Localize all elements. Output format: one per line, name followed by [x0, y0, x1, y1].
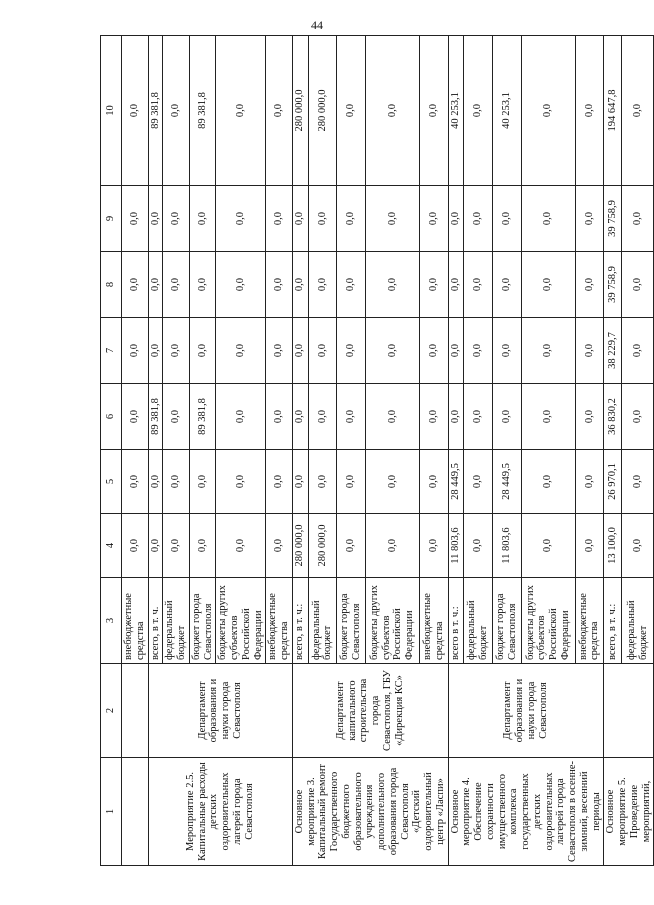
value-cell: 0,0 [216, 384, 266, 450]
value-cell: 0,0 [148, 450, 163, 514]
header-cell: 5 [101, 450, 122, 514]
table-row [148, 36, 163, 866]
value-cell: 0,0 [521, 318, 575, 384]
table-row [292, 36, 308, 866]
value-cell: 39 758,9 [604, 186, 622, 252]
value-cell: 0,0 [365, 252, 419, 318]
value-cell: 0,0 [216, 450, 266, 514]
value-cell: 0,0 [464, 450, 493, 514]
value-cell: 0,0 [266, 36, 293, 186]
funding-source: федеральный бюджет [163, 578, 190, 664]
value-cell: 0,0 [521, 252, 575, 318]
value-cell: 0,0 [521, 514, 575, 578]
value-cell: 0,0 [575, 36, 604, 186]
value-cell: 0,0 [163, 252, 190, 318]
value-cell: 0,0 [575, 384, 604, 450]
funding-source: внебюджетные средства [122, 578, 149, 664]
value-cell: 89 381,8 [189, 384, 216, 450]
funding-source: бюджеты других субъектов Российской Федерации [216, 578, 266, 664]
value-cell: 0,0 [216, 252, 266, 318]
value-cell: 0,0 [337, 318, 366, 384]
funding-source: внебюджетные средства [575, 578, 604, 664]
value-cell: 0,0 [216, 36, 266, 186]
value-cell: 0,0 [622, 318, 654, 384]
value-cell: 89 381,8 [148, 384, 163, 450]
value-cell: 0,0 [189, 186, 216, 252]
value-cell: 0,0 [448, 384, 464, 450]
value-cell: 0,0 [575, 186, 604, 252]
header-cell: 1 [101, 758, 122, 866]
value-cell: 0,0 [575, 252, 604, 318]
value-cell: 40 253,1 [448, 36, 464, 186]
value-cell: 0,0 [575, 514, 604, 578]
value-cell: 0,0 [189, 514, 216, 578]
activity-name: Основное мероприятие 5. Проведение мероприятий, [604, 758, 654, 866]
header-row [101, 36, 122, 866]
value-cell: 0,0 [365, 384, 419, 450]
activity-name: Основное мероприятие 3. Капитальный ремонт Государственного бюджетного образовательного учреждения дополнительного образования города Севастополя «Детский оздоровительный центр «Ласпи» [292, 758, 448, 866]
value-cell: 280 000,0 [292, 514, 308, 578]
value-cell: 0,0 [521, 36, 575, 186]
value-cell: 0,0 [163, 318, 190, 384]
header-cell: 9 [101, 186, 122, 252]
value-cell: 0,0 [464, 384, 493, 450]
value-cell: 0,0 [266, 318, 293, 384]
value-cell: 0,0 [189, 450, 216, 514]
value-cell: 0,0 [308, 318, 337, 384]
value-cell: 0,0 [292, 384, 308, 450]
table-row [448, 36, 464, 866]
funding-source: всего, в т. ч.: [604, 578, 622, 664]
value-cell: 39 758,9 [604, 252, 622, 318]
value-cell: 0,0 [337, 252, 366, 318]
empty-cell [122, 664, 149, 758]
value-cell: 0,0 [292, 450, 308, 514]
value-cell: 0,0 [163, 450, 190, 514]
value-cell: 89 381,8 [189, 36, 216, 186]
value-cell: 0,0 [575, 450, 604, 514]
table-body [101, 36, 654, 866]
value-cell: 0,0 [216, 318, 266, 384]
header-cell: 6 [101, 384, 122, 450]
value-cell: 0,0 [148, 514, 163, 578]
value-cell: 0,0 [419, 514, 448, 578]
value-cell: 0,0 [163, 384, 190, 450]
value-cell: 0,0 [308, 450, 337, 514]
value-cell: 0,0 [163, 186, 190, 252]
value-cell: 0,0 [266, 252, 293, 318]
value-cell: 0,0 [365, 514, 419, 578]
value-cell: 0,0 [216, 186, 266, 252]
value-cell: 0,0 [122, 36, 149, 186]
value-cell: 0,0 [448, 252, 464, 318]
value-cell: 0,0 [419, 36, 448, 186]
value-cell: 0,0 [419, 318, 448, 384]
value-cell: 0,0 [337, 36, 366, 186]
value-cell: 0,0 [419, 450, 448, 514]
value-cell: 0,0 [308, 384, 337, 450]
budget-table [100, 35, 654, 866]
value-cell: 0,0 [622, 450, 654, 514]
value-cell: 0,0 [163, 514, 190, 578]
header-cell: 10 [101, 36, 122, 186]
value-cell: 0,0 [464, 318, 493, 384]
value-cell: 0,0 [122, 186, 149, 252]
funding-source: внебюджетные средства [266, 578, 293, 664]
funding-source: федеральный бюджет [464, 578, 493, 664]
empty-cell [122, 758, 149, 866]
value-cell: 0,0 [122, 252, 149, 318]
value-cell: 0,0 [163, 36, 190, 186]
value-cell: 0,0 [464, 186, 493, 252]
activity-name: Основное мероприятие 4. Обеспечение сохранности имущественного комплекса государственных детских оздоровительных лагерей города Севастополя в осенне-зимний, весенний периоды [448, 758, 604, 866]
value-cell: 0,0 [419, 384, 448, 450]
value-cell: 0,0 [148, 318, 163, 384]
value-cell: 0,0 [622, 36, 654, 186]
value-cell: 11 803,6 [448, 514, 464, 578]
value-cell: 0,0 [365, 186, 419, 252]
value-cell: 0,0 [493, 252, 522, 318]
funding-source: федеральный бюджет [308, 578, 337, 664]
value-cell: 0,0 [337, 186, 366, 252]
value-cell: 0,0 [266, 450, 293, 514]
page-number: 44 [311, 18, 323, 32]
rotated-table-wrapper [100, 36, 652, 866]
value-cell: 0,0 [148, 252, 163, 318]
value-cell: 13 100,0 [604, 514, 622, 578]
value-cell: 0,0 [292, 318, 308, 384]
funding-source: всего, в т. ч.: [292, 578, 308, 664]
table-row [122, 36, 149, 866]
value-cell: 0,0 [122, 384, 149, 450]
value-cell: 0,0 [292, 252, 308, 318]
header-cell: 3 [101, 578, 122, 664]
value-cell: 0,0 [308, 252, 337, 318]
value-cell: 0,0 [622, 186, 654, 252]
value-cell: 0,0 [122, 450, 149, 514]
value-cell: 0,0 [292, 186, 308, 252]
funding-source: бюджет города Севастополя [189, 578, 216, 664]
activity-name: Мероприятие 2.5. Капитальные расходы детских оздоровительных лагерей города Севастополя [148, 758, 292, 866]
value-cell: 0,0 [337, 514, 366, 578]
value-cell: 0,0 [266, 384, 293, 450]
value-cell: 0,0 [216, 514, 266, 578]
header-cell: 4 [101, 514, 122, 578]
value-cell: 26 970,1 [604, 450, 622, 514]
value-cell: 0,0 [189, 318, 216, 384]
value-cell: 280 000,0 [308, 514, 337, 578]
value-cell: 0,0 [365, 318, 419, 384]
value-cell: 280 000,0 [292, 36, 308, 186]
value-cell: 0,0 [493, 318, 522, 384]
value-cell: 0,0 [622, 514, 654, 578]
value-cell: 0,0 [493, 384, 522, 450]
funding-source: бюджет города Севастополя [493, 578, 522, 664]
value-cell: 28 449,5 [493, 450, 522, 514]
value-cell: 0,0 [266, 514, 293, 578]
value-cell: 0,0 [622, 384, 654, 450]
executor [604, 664, 654, 758]
value-cell: 0,0 [308, 186, 337, 252]
funding-source: бюджет города Севастополя [337, 578, 366, 664]
value-cell: 89 381,8 [148, 36, 163, 186]
header-cell: 7 [101, 318, 122, 384]
value-cell: 38 229,7 [604, 318, 622, 384]
value-cell: 0,0 [148, 186, 163, 252]
value-cell: 0,0 [448, 186, 464, 252]
header-cell: 8 [101, 252, 122, 318]
value-cell: 0,0 [189, 252, 216, 318]
value-cell: 28 449,5 [448, 450, 464, 514]
value-cell: 0,0 [122, 514, 149, 578]
funding-source: всего в т. ч.: [448, 578, 464, 664]
funding-source: федеральный бюджет [622, 578, 654, 664]
table-row [604, 36, 622, 866]
value-cell: 0,0 [337, 450, 366, 514]
executor: Департамент образования и науки города Севастополя [448, 664, 604, 758]
header-cell: 2 [101, 664, 122, 758]
value-cell: 0,0 [419, 186, 448, 252]
executor: Департамент образования и науки города Севастополя [148, 664, 292, 758]
value-cell: 0,0 [448, 318, 464, 384]
value-cell: 0,0 [622, 252, 654, 318]
value-cell: 40 253,1 [493, 36, 522, 186]
value-cell: 0,0 [365, 450, 419, 514]
value-cell: 0,0 [419, 252, 448, 318]
value-cell: 280 000,0 [308, 36, 337, 186]
value-cell: 0,0 [464, 514, 493, 578]
value-cell: 0,0 [266, 186, 293, 252]
value-cell: 0,0 [521, 186, 575, 252]
value-cell: 0,0 [122, 318, 149, 384]
value-cell: 0,0 [493, 186, 522, 252]
funding-source: внебюджетные средства [419, 578, 448, 664]
value-cell: 0,0 [365, 36, 419, 186]
value-cell: 0,0 [575, 318, 604, 384]
value-cell: 36 830,2 [604, 384, 622, 450]
executor: Департамент капитального строительства города Севастополя, ГБУ «Дирекция КС» [292, 664, 448, 758]
funding-source: бюджеты других субъектов Российской Федерации [365, 578, 419, 664]
value-cell: 194 647,8 [604, 36, 622, 186]
value-cell: 0,0 [521, 384, 575, 450]
funding-source: бюджеты других субъектов Российской Федерации [521, 578, 575, 664]
value-cell: 0,0 [464, 252, 493, 318]
value-cell: 0,0 [337, 384, 366, 450]
funding-source: всего, в т. ч. [148, 578, 163, 664]
value-cell: 0,0 [521, 450, 575, 514]
value-cell: 0,0 [464, 36, 493, 186]
value-cell: 11 803,6 [493, 514, 522, 578]
